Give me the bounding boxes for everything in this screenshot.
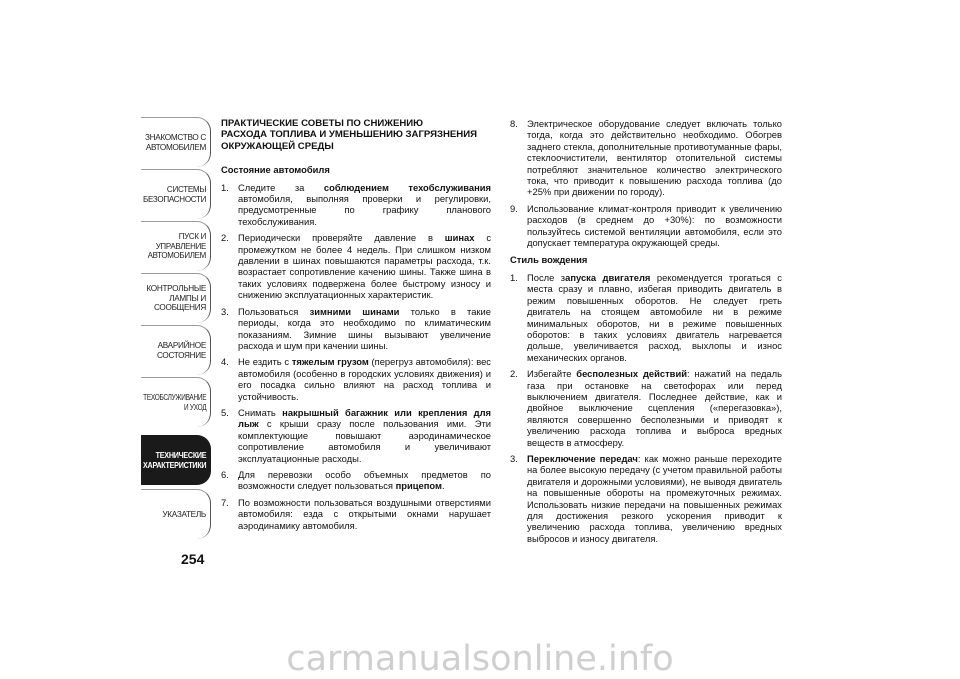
list-item-number: 4. [221,356,229,368]
list-item-text [527,453,782,544]
emphasis-text: Переключение передач [527,452,638,464]
chapter-tab-label: УКАЗАТЕЛЬ [162,509,206,519]
chapter-tab-label: ЗНАКОМСТВО С АВТОМОБИЛЕМ [145,133,206,152]
body-text: Снимать [238,406,283,418]
body-text: только в такие периоды, когда это необходимо по климатическим показаниям. Зимние шины вызывают увеличение расхода и шум при качении шины. [238,305,491,351]
list-item-text [527,203,782,249]
list-item [221,469,491,492]
list-item [221,356,491,402]
list-item-number: 1. [221,181,229,193]
list-item-number: 7. [221,496,229,508]
chapter-tab[interactable] [141,117,211,167]
chapter-tab-label: ТЕХНИЧЕСКИЕ ХАРАКТЕРИСТИКИ [142,451,206,470]
list-item [221,182,491,228]
emphasis-text: прицепом [395,480,442,492]
chapter-tab[interactable] [141,435,211,485]
body-text: Электрическое оборудование следует включать только тогда, когда это действительно необходимо. Обогрев заднего стекла, дополнительные противотуманные фары, стеклоочистители, вентилятор отопительной системы потребляют значительное количество электрического тока, что приводит к повышению расхода топлива (до +25% при движении по городу). [527,118,782,198]
body-text: Пользоваться [238,305,310,317]
section-heading: ПРАКТИЧЕСКИЕ СОВЕТЫ ПО СНИЖЕНИЮ РАСХОДА ТОПЛИВА И УМЕНЬШЕНИЮ ЗАГРЯЗНЕНИЯ ОКРУЖАЮЩЕЙ СРЕДЫ [221,118,478,152]
chapter-tab[interactable] [141,221,211,271]
list-item [221,497,491,531]
body-text: . [441,480,445,492]
list-item-number: 8. [510,118,518,129]
list-item-number: 3. [221,305,229,317]
list-item [221,407,491,464]
body-text: Использование климат-контроля приводит к увеличению расходов (в среднем до +30%): по возможности пользуйтесь системой вентиляции автомобиля, если это допускает температура окружающей среды. [527,202,782,249]
emphasis-text: соблюдением техобслуживания [323,181,491,193]
list-item-number: 1. [510,271,518,283]
body-text: После з [527,271,566,283]
list-item-text [238,497,491,531]
chapter-tab-label: ТЕХОБСЛУЖИВАНИЕ И УХОД [142,393,206,412]
body-text: Периодически проверяйте давление в [238,232,445,244]
list-item [510,272,782,363]
emphasis-text: тяжелым грузом [291,356,369,368]
body-text: с крыши сразу после пользования ими. Эти комплектующие повышают аэродинамическое сопротивление автомобиля и увеличивают эксплуатационные расходы. [238,418,491,464]
body-text: Не ездить с [238,356,292,368]
tips-list-driving [510,272,782,544]
subheading-driving-style: Стиль вождения [510,254,588,266]
list-item-text [238,182,491,228]
list-item [510,203,782,249]
emphasis-text: шинах [444,232,475,244]
chapter-tab[interactable] [141,489,211,539]
right-column [510,118,782,549]
list-item-number: 3. [510,452,518,464]
body-text: Избегайте [527,368,577,380]
chapter-tab-label: КОНТРОЛЬНЫЕ ЛАМПЫ И СООБЩЕНИЯ [146,284,206,313]
body-text: (перегруз автомобиля): вес автомобиля (особенно в городских условиях движения) и его посадка сильно влияют на расход топлива и устойчивость. [238,356,491,402]
body-text: автомобиля, выполняя проверки и регулировки, предусмотренные по графику планового техобслуживания. [238,193,491,227]
body-text: Следите за [238,181,324,193]
page-number: 254 [181,551,205,567]
chapter-tab[interactable] [141,169,211,219]
chapter-tab-label: СИСТЕМЫ БЕЗОПАСНОСТИ [142,185,206,204]
emphasis-text: накрышный багажник или крепления для лыж [238,406,492,430]
body-text: : нажатий на педаль газа при остановке на светофорах или перед выключением двигателя. Последнее действие, как и двойное выключение сцепления («перегазовка»), являются совершенно бесполезными и приводят к увеличению расхода топлива и выброса вредных веществ в атмосферу. [527,368,782,448]
left-column [221,118,491,536]
list-item-number: 2. [221,232,229,244]
chapter-tab[interactable] [141,377,211,427]
emphasis-text: апуска двигателя [565,271,651,283]
list-item-text [238,232,491,300]
list-item [510,368,782,448]
list-item-text [527,368,782,448]
list-item-text [238,356,491,402]
list-item [221,306,491,352]
list-item-text [238,306,491,352]
list-item-number: 2. [510,368,518,380]
body-text: с промежутком не более 4 недель. При слишком низком давлении в шинах повышаются параметры расхода, т.к. возрастает сопротивление качению шины. Также шина в таких условиях подвержена более быстрому износу и снижению эксплуатационных характеристик. [238,232,492,301]
list-item [221,232,491,300]
chapter-tab-label: ПУСК И УПРАВЛЕНИЕ АВТОМОБИЛЕМ [147,232,206,261]
list-item-number: 5. [221,406,229,418]
list-item-text [238,407,491,464]
watermark: carmanualsonline.info [286,639,674,679]
chapter-tab[interactable] [141,325,211,375]
body-text: рекомендуется трогаться с места сразу и плавно, избегая приводить двигатель в режим повышенных оборотов. Не следует греть двигатель на стоящем автомобиле ни в режиме минимальных оборотов, ни в режиме повышенных оборотов: в таких условиях двигатель нагревается дольше, увеличивается расход, выхлопы и износ механических органов. [527,271,782,363]
list-item-text [238,469,491,492]
body-text: По возможности пользоваться воздушными отверстиями автомобиля: езда с открытыми окнами нарушает аэродинамику автомобиля. [238,496,491,531]
list-item-text [527,272,782,363]
list-item-number: 9. [510,202,518,214]
emphasis-text: бесполезных действий [576,368,687,380]
body-text: Для перевозки особо объемных предметов по возможности следует пользоваться [238,468,491,492]
emphasis-text: зимними шинами [309,305,400,317]
list-item [510,453,782,544]
list-item-text [527,118,782,198]
subheading-vehicle-condition: Состояние автомобиля [221,164,330,176]
chapter-tab[interactable] [141,273,211,323]
tips-list-continued [510,118,782,248]
tips-list-vehicle [221,182,491,531]
list-item [510,118,782,198]
chapter-tab-label: АВАРИЙНОЕ СОСТОЯНИЕ [156,341,206,360]
body-text: : как можно раньше переходите на более высокую передачу (с учетом правильной работы двигателя и дорожными условиями), не выводя двигатель на повышенные обороты на промежуточных режимах. Использовать низкие передачи на повышенных режимах для достижения резкого ускорения приводит к увеличению расхода топлива, увеличению вредных выбросов и износу двигателя. [527,452,782,544]
list-item-number: 6. [221,468,229,480]
